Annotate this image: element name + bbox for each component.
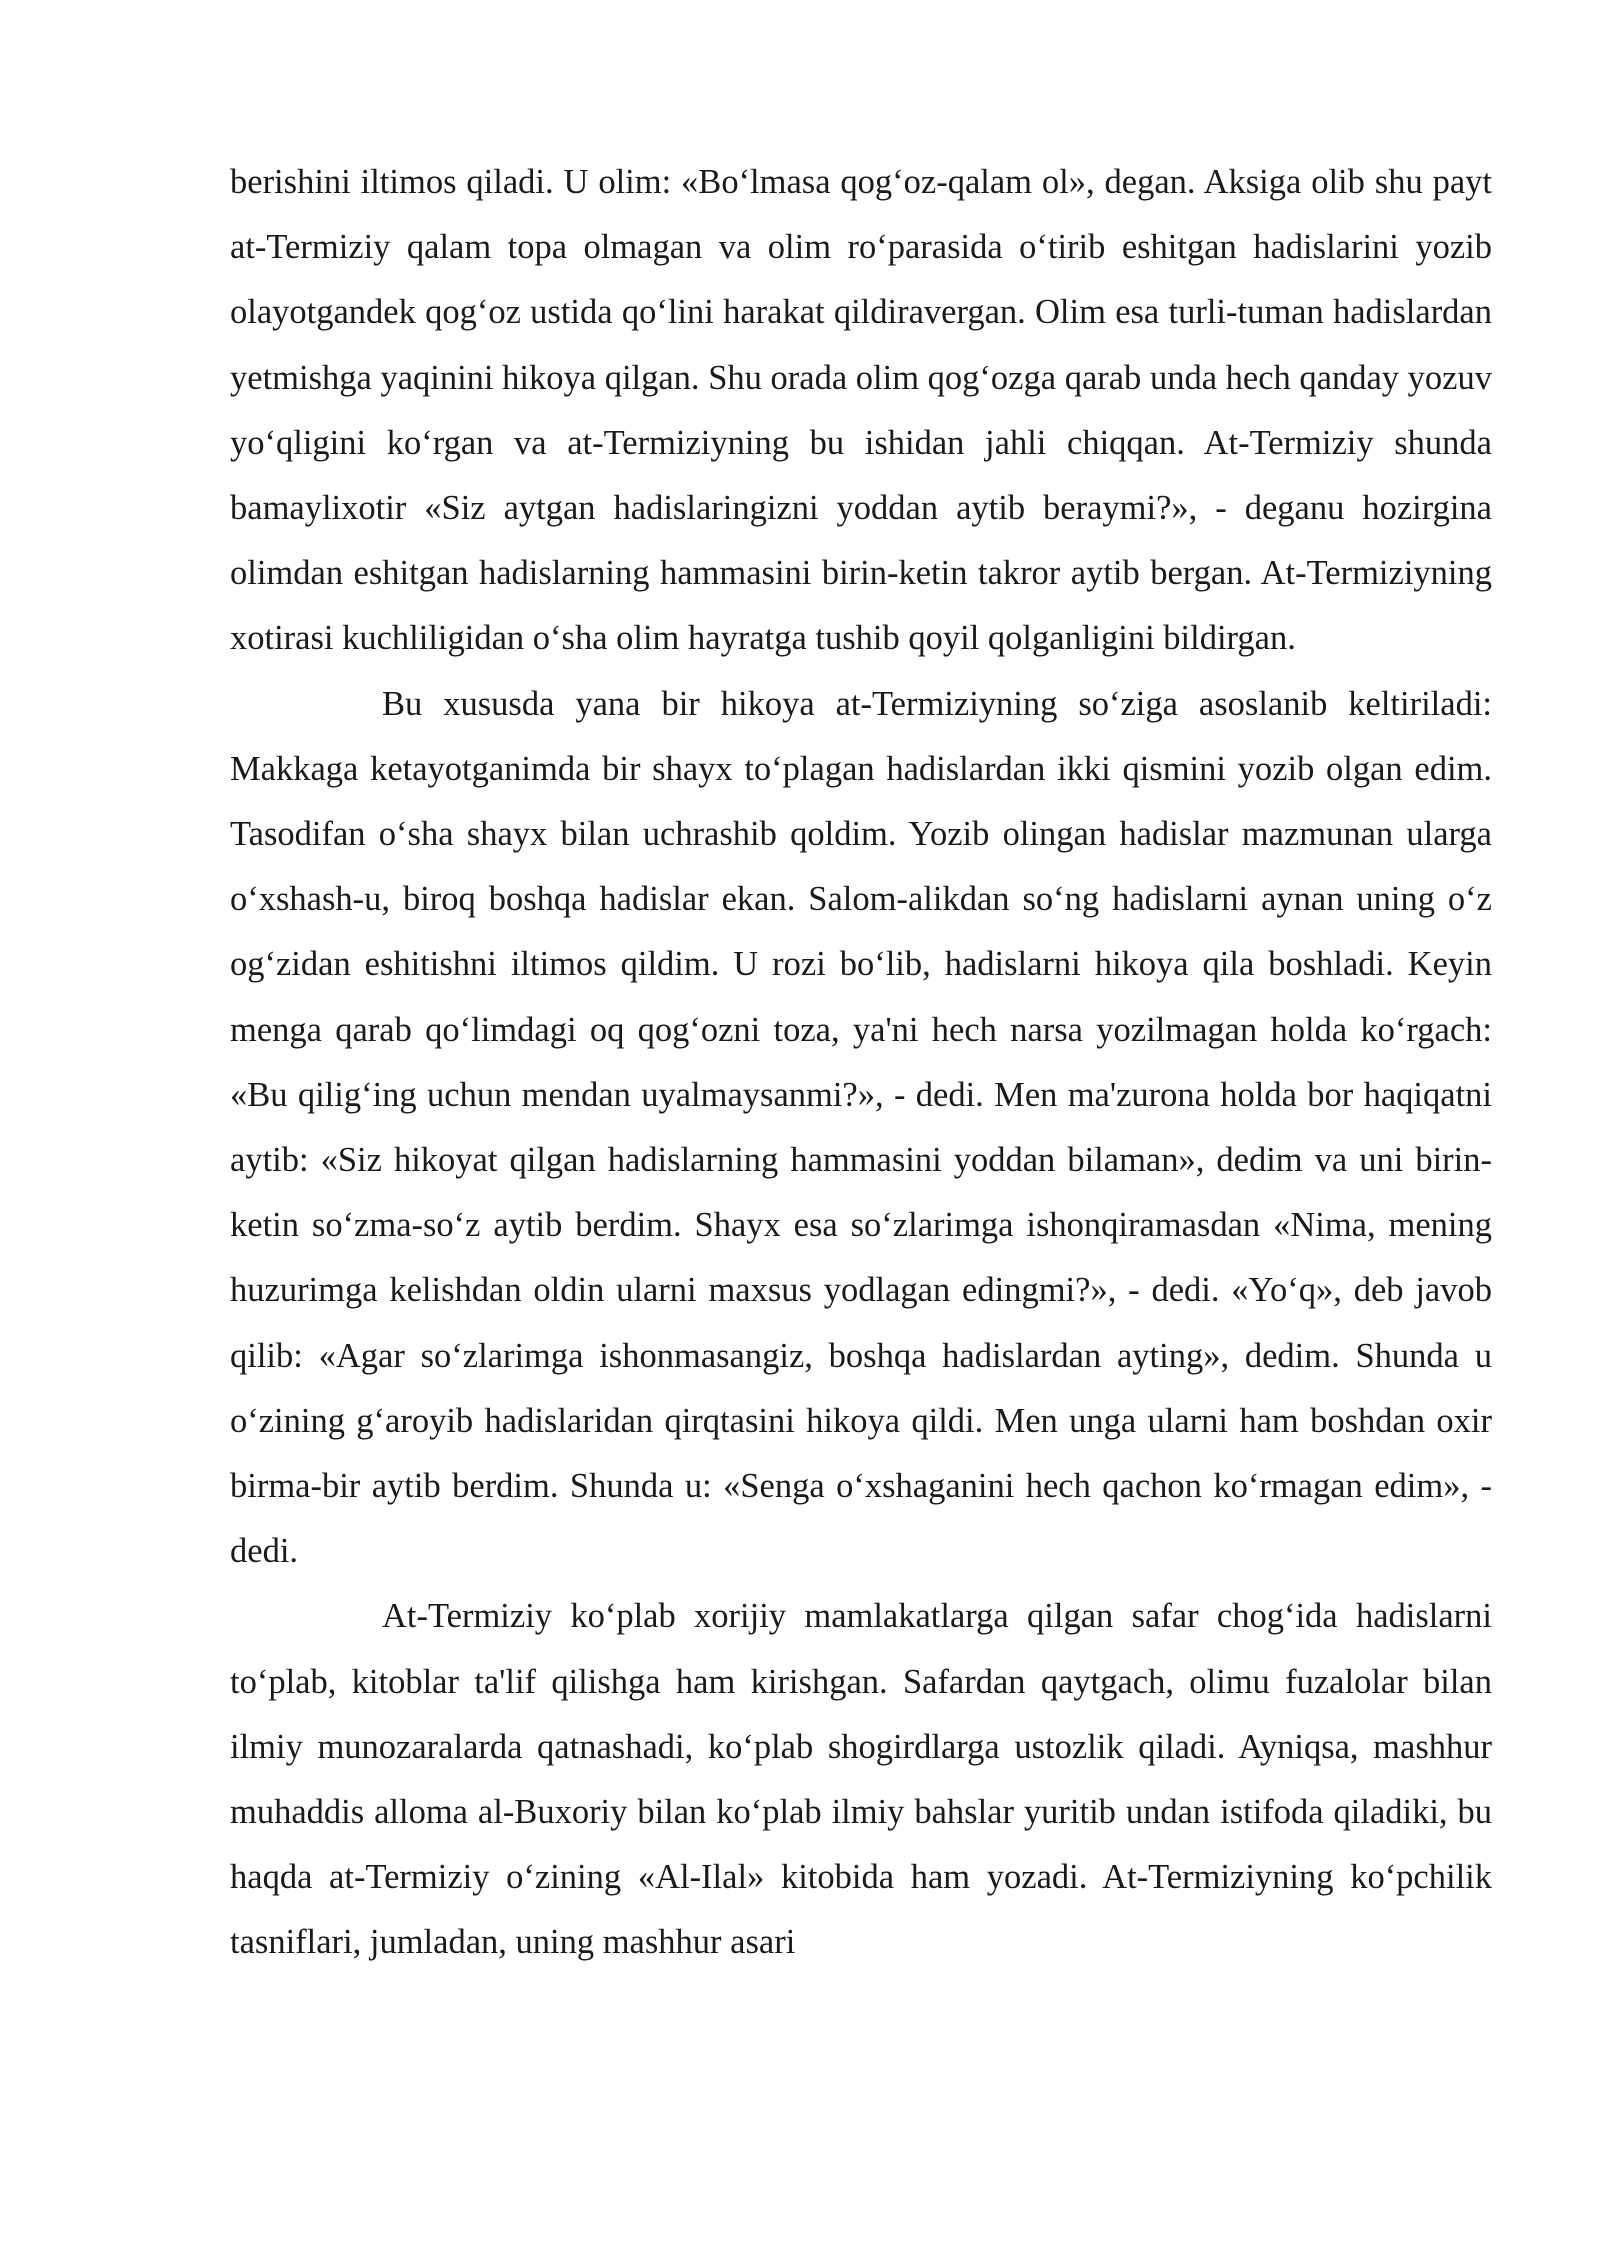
paragraph-2: Bu xususda yana bir hikoya at-Termiziyning so‘ziga asoslanib keltiriladi: Makkaga ketayotganimda bir shayx to‘plagan hadislardan ikki qismini yozib olgan edim. Tasodifan o‘sha shayx bilan uchrashib qoldim. Yozib olingan hadislar mazmunan ularga o‘xshash-u, biroq boshqa hadislar ekan. Salom-alikdan so‘ng hadislarni aynan uning o‘z og‘zidan eshitishni iltimos qildim. U rozi bo‘lib, hadislarni hikoya qila boshladi. Keyin menga qarab qo‘limdagi oq qog‘ozni toza, ya'ni hech narsa yozilmagan holda ko‘rgach: «Bu qilig‘ing uchun mendan uyalmaysanmi?», - dedi. Men ma'zurona holda bor haqiqatni aytib: «Siz hikoyat qilgan hadislarning hammasini yoddan bilaman», dedim va uni birin-ketin so‘zma-so‘z aytib berdim. Shayx esa so‘zlarimga ishonqiramasdan «Nima, mening huzurimga kelishdan oldin ularni maxsus yodlagan edingmi?», - dedi. «Yo‘q», deb javob qilib: «Agar so‘zlarimga ishonmasangiz, boshqa hadislardan ayting», dedim. Shunda u o‘zining g‘aroyib hadislaridan qirqtasini hikoya qildi. Men unga ularni ham boshdan oxir birma-bir aytib berdim. Shunda u: «Senga o‘xshaganini hech qachon ko‘rmagan edim», - dedi. — [230, 684, 1492, 1571]
paragraph-1: berishini iltimos qiladi. U olim: «Bo‘lmasa qog‘oz-qalam ol», degan. Aksiga olib shu payt at-Termiziy qalam topa olmagan va olim ro‘parasida o‘tirib eshitgan hadislarini yozib olayotgandek qog‘oz ustida qo‘lini harakat qildiravergan. Olim esa turli-tuman hadislardan yetmishga yaqinini hikoya qilgan. Shu orada olim qog‘ozga qarab unda hech qanday yozuv yo‘qligini ko‘rgan va at-Termiziyning bu ishidan jahli chiqqan. At-Termiziy shunda bamaylixotir «Siz aytgan hadislaringizni yoddan aytib beraymi?», - deganu hozirgina olimdan eshitgan hadislarning hammasini birin-ketin takror aytib bergan. At-Termiziyning xotirasi kuchliligidan o‘sha olim hayratga tushib qoyil qolganligini bildirgan. — [230, 163, 1492, 658]
paragraph-3: At-Termiziy ko‘plab xorijiy mamlakatlarga qilgan safar chog‘ida hadislarni to‘plab, kitoblar ta'lif qilishga ham kirishgan. Safardan qaytgach, olimu fuzalolar bilan ilmiy munozaralarda qatnashadi, ko‘plab shogirdlarga ustozlik qiladi. Ayniqsa, mashhur muhaddis alloma al-Buxoriy bilan ko‘plab ilmiy bahslar yuritib undan istifoda qiladiki, bu haqda at-Termiziy o‘zining «Al-Ilal» kitobida ham yozadi. At-Termiziyning ko‘pchilik tasniflari, jumladan, uning mashhur asari — [230, 1597, 1492, 1962]
body-text — [230, 150, 1492, 1976]
